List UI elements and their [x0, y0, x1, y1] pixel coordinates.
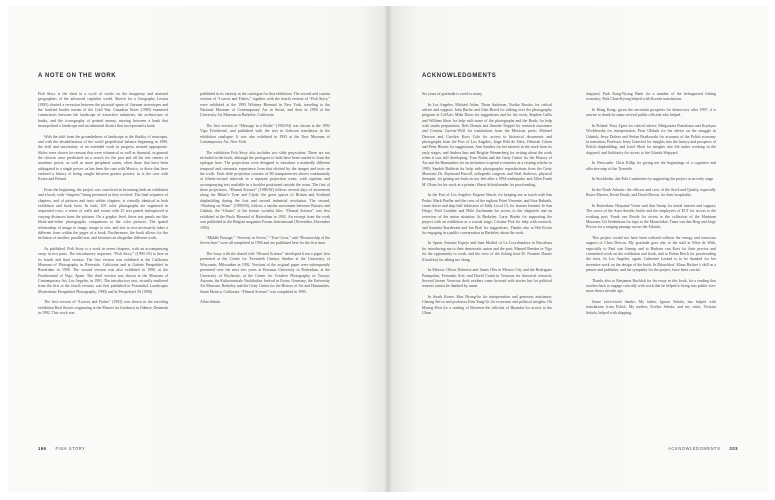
page-footer	[38, 446, 85, 451]
paragraph: The exhibition Fish Story also includes two slide projections. These are not included in the book, although the prologues to both have been carried to form the epilogue here. The projections were designed to introduce a markedly different temporal and cinematic experience from that elicited by the images and texts on the walls. Each slide projection consists of 80 transparencies shown continuously at fifteen-second intervals in a separate projection room, with captions and accompanying text available in a booklet positioned outside the room. The first of these projections, “Dismal Science” (1989/92) follows several days of movement along the Rhine’s Tyne and Clyde, the great spaces of Britain and Scotland shipbuilding during the first and second industrial revolution. The second, “Working on Water” (1990/93), follows a similar movement between Warsaw and Gdańsk, the “Ghosts” of the former socialist bloc. “Dismal Science” was first exhibited at the Paolo Biennial of Rotterdam in 1992. An excerpt from the work was published in the Belgian magazine Forum International (November–December 1992).	[200, 150, 330, 230]
paragraph: This project would not have been realized without the energy and tenacious support of Chris Dercon. My gratitude goes also to the staff at Witte de With, especially to Paul van Gennip and to Barbara van Koet for their precise and committed work on the exhibition and book, and to Robin Reich for proofreading the texts. In Los Angeles, again, Catherine Lorand is to be thanked for her inventive work on the design of the book. In Düsseldorf, Klaus Richter’s skill as a printer and publisher, and his sympathy for the project, have been crucial.	[586, 235, 716, 273]
paragraph: In Stockholm: Jan-Erik Lundström for supporting the project at an early stage.	[592, 177, 715, 182]
book-gutter	[384, 6, 392, 492]
paragraph: In the Port of Los Angeles: Eugene Neuch, for keeping me in touch with San Pedro; Mark Pueller and the crew of the tugboat Point Vincente, and Siva Buknith, crane driver and ship hull fabricator of Eddy Local 13, for lessons learned; In San Diego: Fred Lonidier and Phile Zachmann for access to the shipyards and an overview of the union situation; In Berkeley: Larry Rinder for supporting the project with an exhibition at a crucial stage; Cristine Fisk for help with research, and Saundra Sturdevant and Ian Boal for suggestions. Thanks also to Hal Foster for engaging in a public conversation in Berkeley about the work.	[422, 193, 552, 235]
page-footer	[668, 446, 738, 451]
paragraph: In Los Angeles: Michael Asher, Thom Andersen, Noriko Brooks, for critical advice and support; John Bache and Glen Breed for talking over the photography program at CalArts; Mike Davis for suggestions and for his work; Stephen Callis and William Short for help with some of the photographs and the Brady for help with studio preparation; Nels Dennis and Annette Kappel for research assistance and Cristina Cuevas-Wolf for translations from the Mexican press; Michael Dawson and Carolyn Koos Cole for access to historical documents and photographs from the Port of Los Angeles; Jorge Ribi de Silva, Deborah Cohen and Peter Bloom for suggestions; Ann Sanders for her interest in the work from its early stages; and Andrea Imo and Brigitte Wennerberg for writing about the work when it was still developing; Tom Nolan and the Getty Center for the History of Art and the Humanities for an invitation to spend a semester as a visiting scholar in 1993; Sandeh Baldwin for help with photographic reproductions from the Getty Museum; Dr. Raymond Purcell, orthopedic surgeon, and Neal Andrews, physical therapist, for getting me back on my feet after a 1994 earthquake; and Allen Frank M. Olsen for his work as a printer; Sherri Schottlaender for proofreading.	[422, 102, 552, 187]
paragraph: In Hong Kong: given the uncertain prospects for democracy after 1997, it is unwise to thank by name several public officials who helped.	[586, 107, 716, 118]
right-column-2	[586, 92, 716, 321]
paragraph: The first version of “Message in a Bottle” (1992/94) was shown at the 1992 Vigo Fotobienal, and published with the text in Galician translation in the exhibition catalogue. It was also exhibited in 1993 at the New Museum of Contemporary Art, New York.	[200, 124, 330, 145]
paragraph: From the beginning, the project was conceived as becoming both an exhibition and a book, with “chapters” being presented as they evolved. The final sequence of chapters, and of pictures and texts within chapters, is virtually identical in both exhibition and book form. In each, 105 color photographs are organized in sequential rows, a series of walls and rooms with 25 text panels interspersed at varying distances from the pictures. On a graphic level, these text panels are like black-and-white photographic companions to the color pictures. The spatial relationship of image to image, image to text, and text to text necessarily takes a different form within the pages of a book. Furthermore, the book allows for the inclusion of another, parallel text, and becomes an altogether different work.	[38, 188, 168, 241]
left-page	[8, 6, 388, 492]
paragraph: In the North Atlantic: the officers and crew of the Sea-Land Quality, especially Bruce Marren, Kevin Brady, and David Brown, for their hospitality.	[586, 187, 716, 198]
page-heading: ACKNOWLEDGMENTS	[422, 73, 497, 79]
paragraph: In Rotterdam: Hripsimé Visser and Ann Snoep for initial interest and support; The crews of the Aura Aerobic bottle and the employees of ECT for access to the working port; Frank van Roode for access to the collection of the Maritiem Museum; Gil Seidenhaus for trips to the Maasvlakte; Tania van den Berg and Jorge Pecoro for a ranging passage across the Atlantic.	[586, 203, 716, 230]
paragraph: The first version of “Loaves and Fishes” (1992) was shown in the traveling exhibition Real Stories originating at the Museet for fotokunst in Odense, Denmark in 1992. This work was	[38, 300, 168, 315]
paragraph: In Spain: Antonio Espejo and Juan Madrid of La Coordinadora in Barcelona for introducing me to their democratic union and the port; Manuel Rendon in Vigo for the opportunity to work, and the crew of the fishing boat M. Nonsine Duarte (Gualeira) for taking me along.	[422, 241, 552, 262]
right-page	[388, 6, 768, 492]
running-footer: FISH STORY	[55, 446, 86, 451]
paragraph: Some extra-sweet thanks: My father, Ignace Sekula, has helped with translations from Polish. My mother, Evelyn Sekula, and my sister, Victoria Sekula, helped with shipping.	[586, 299, 716, 315]
left-column-2	[200, 92, 330, 311]
paragraph: Fish Story is the third in a cycle of works on the imaginary and material geographies of the advanced capitalist world. Sketch for a Geography Lesson (1983) charted a recession between the pictorial space of German stereotypes and the fortified border terrain of the Cold War. Canadian Notes (1985) examined connections between the landscape of extractive industries, the architecture of banks, and the iconography of printed money, moving between a bank that monopolized a landscape and an industrial district that incorporated a bank.	[38, 92, 168, 129]
paragraph: “Middle Passage,” “Severity in Seven,” “True Cross,” and “Dictatorship of the Seven Seas” were all completed in 1994 and are published here for the first time.	[200, 236, 330, 246]
paragraph: In Poland: Tony Zgres for critical advice; Malgorzata Pomaloma and Krystyna Wroblewska for interpretation; Piotr Oleksik for his advice on the struggle in Gdańsk; Jerzy Duleza and Stefan Bratkowski for accounts of the Polish economy in transition; Professor Jerzy Grzechol for insights into the history and prospects of Polish shipbuilding; and Jozef Skoti for insights into life under working in the shipyard; and Solidarity for access to the Gdańsk Shipyard.	[586, 123, 716, 155]
right-column-1	[422, 92, 552, 322]
paragraph: shipyard, Park Kang-Nyung Bank for a number of the beleaguered fishing economy; Park Chan-Kyong helped with Korean translations.	[586, 92, 716, 102]
paragraph: In Newcastle: Chris Killip for giving me the beginnings of a cognitive and affective map of the Tyneside.	[586, 161, 716, 171]
book-spread	[8, 6, 768, 492]
paragraph: With the shift from the groundedness of landscape to the fluidity of seascapes, and with the destabilization of the world geopolitical balance beginning in 1989, the drift and uncertainty of an extended work in progress seemed appropriate. Slides were shown for reasons that were whimsical as well as financial, in general the choices were predicated on a search for the port and all the rest centers of maritime power, as well as more peripheral zones, often those that have been subjugated to a single power, as has been the case with Mexico, or those that have endured a history of being caught between greater powers, as is the case with Korea and Poland.	[38, 134, 168, 182]
paragraph: published in its entirety in the catalogue for that exhibition. The second and current version of “Loaves and Fishes,” together with the fourth version of “Fish Story,” were exhibited at the 1993 Whitney Biennial in New York, traveling to the National Museum of Contemporary Art in Seoul, and then in 1994 at the University Art Museum in Berkeley, California.	[200, 92, 330, 118]
paragraph: In Mexico: Oliver Debroise and James Oles in Mexico City and the Rodriguez Prampolini, Fernando Arle, and David Cotini in Veracruz for historical research; Several former Veracruz dock workers came forward with stories but for political reasons cannot be thanked by name.	[422, 268, 552, 289]
paragraph: In South Korea: Kim Hyung-bo for interpretation and generous assistance; Cheong Sei-ro and professor Kim Yong-Gi for economic and political insights; Oh Myung-Won for a reading of Between the officials of Hyundai for access to the Ulsan	[422, 294, 552, 315]
paragraph: Six years of gratitude is owed to many.	[422, 92, 483, 96]
paragraph: Thanks also to Benjamin Buchloh for his essay in this book, for a reading that reaches back to engage critically with work that he helped to bring into public view more than a decade ago.	[586, 278, 716, 294]
page-heading: A NOTE ON THE WORK	[38, 73, 117, 79]
paragraph: As published, Fish Story is a work in seven chapters, with an accompanying essay in two parts. The introductory sequence, “Fish Story,” (1990–93) is here in its fourth and final version. The first version was exhibited at the California Museum of Photography in Riverside, California and at Galerie Perspektief in Rotterdam in 1990. The second version was also exhibited in 1990, at the Fotobiennial of Vigo, Spain. The third version was shown at the Museum of Contemporary Art, Los Angeles, in 1991. The introductory text, virtually unaltered from the first to the fourth version, was first published in Fotoanthol Landscapes (Rotterdam: Perspektief Photography, 1990) and in Perspektief 39 (1990).	[38, 246, 168, 294]
page-number: 166	[38, 446, 47, 451]
page-number: 203	[729, 446, 738, 451]
left-column-1	[38, 92, 168, 322]
paragraph: The essay with the shared title “Dismal Science” developed from a paper first presented at the Center for Twentieth Century Studies at the University of Wisconsin, Milwaukee in 1992. Versions of the original paper were subsequently presented over the next two years at Erasmus University in Rotterdam, at the University of Rochester, at the Center for Creative Photography in Tucson, Arizona, the Kulturzentrale Nachtkultur festival in Essen, Germany, the University Art Museum, Berkeley and the Getty Center for the History of Art and Humanities, Santa Monica, California. “Dismal Science” was completed in 1995.	[200, 252, 330, 294]
running-footer: ACKNOWLEDGMENTS	[668, 446, 721, 451]
author-signature: Allan Sekula	[200, 300, 221, 305]
